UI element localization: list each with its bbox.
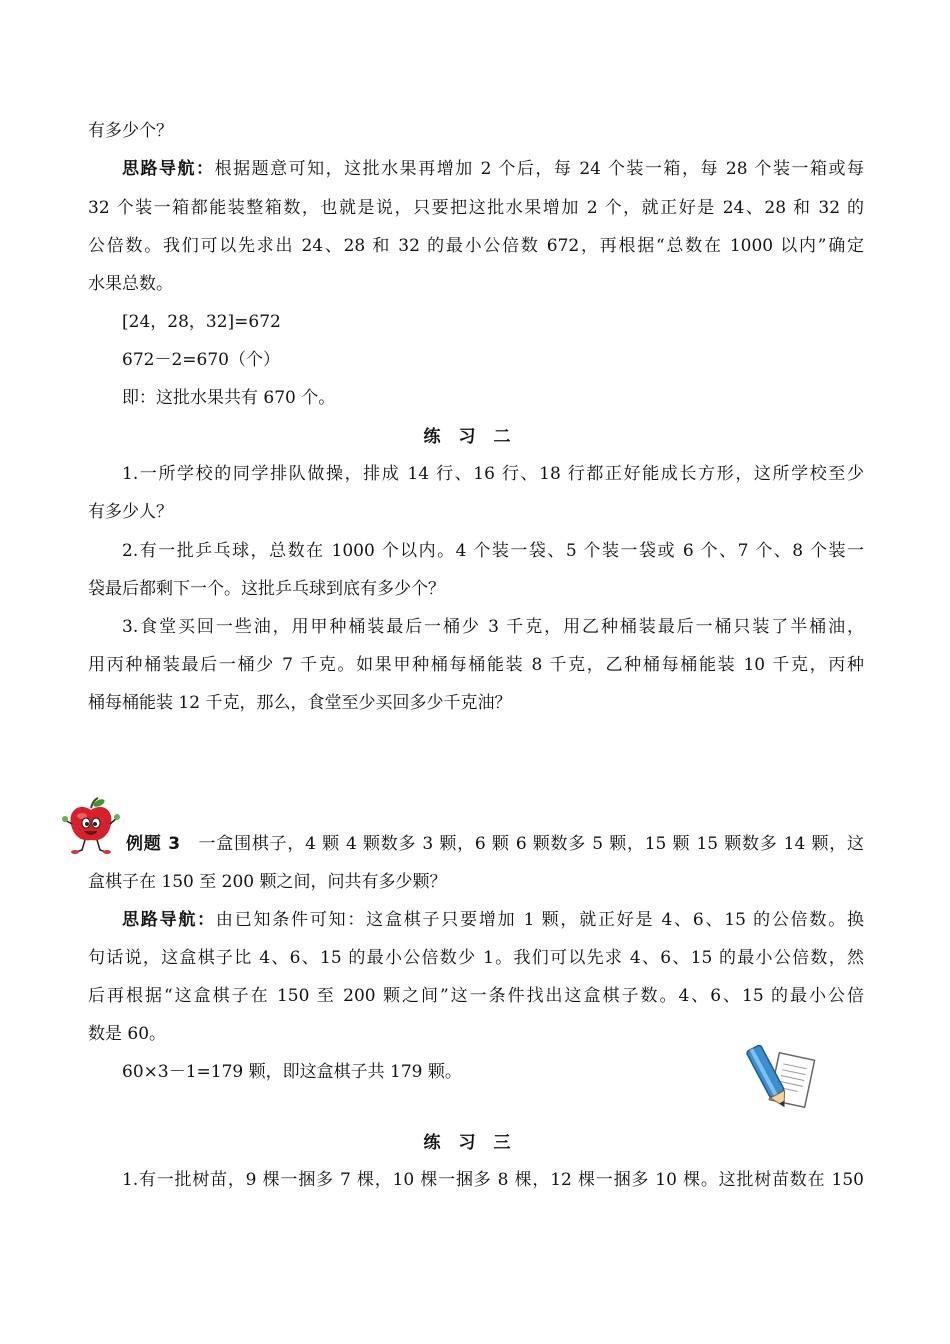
text-line: 32 个装一箱都能装整箱数，也就是说，只要把这批水果增加 2 个，就正好是 24、28 和 32 的 bbox=[88, 198, 864, 218]
text-line: 句话说，这盒棋子比 4、6、15 的最小公倍数少 1。我们可以先求 4、6、15 的最小公倍数，然 bbox=[88, 948, 864, 968]
example-line: 盒棋子在 150 至 200 颗之间，问共有多少颗？ bbox=[88, 872, 447, 892]
section-heading: 练习二 bbox=[423, 427, 529, 447]
pencil-notepad-icon bbox=[744, 1040, 820, 1116]
example-line: 例题 3 一盒围棋子，4 颗 4 颗数多 3 颗，6 颗 6 颗数多 5 颗，15 颗 15 颗数多 14 颗，这 bbox=[126, 834, 864, 854]
exercise-line: 用丙种桶装最后一桶少 7 千克。如果甲种桶每桶能装 8 千克，乙种桶每桶能装 10 千克，丙种 bbox=[88, 655, 864, 675]
formula-line: 672－2=670（个） bbox=[122, 350, 280, 370]
text-line: 数是 60。 bbox=[88, 1024, 167, 1044]
exercise-line: 1.一所学校的同学排队做操，排成 14 行、16 行、18 行都正好能成长方形，这所学校至少 bbox=[122, 464, 864, 484]
apple-mascot-icon bbox=[60, 794, 122, 856]
text-line: 有多少个？ bbox=[88, 121, 173, 141]
text-line: 公倍数。我们可以先求出 24、28 和 32 的最小公倍数 672，再根据“总数在 1000 以内”确定 bbox=[88, 236, 864, 256]
answer-line: 60×3－1=179 颗，即这盒棋子共 179 颗。 bbox=[122, 1062, 462, 1082]
exercise-line: 有多少人？ bbox=[88, 502, 173, 522]
exercise-line: 2.有一批乒乓球，总数在 1000 个以内。4 个装一袋、5 个装一袋或 6 个、7 个、8 个装一 bbox=[122, 541, 864, 561]
section-heading: 练习三 bbox=[423, 1133, 529, 1153]
exercise-line: 桶每桶能装 12 千克，那么，食堂至少买回多少千克油？ bbox=[88, 693, 512, 713]
exercise-line: 袋最后都剩下一个。这批乒乓球到底有多少个？ bbox=[88, 579, 445, 599]
formula-line: [24，28，32]=672 bbox=[122, 312, 281, 332]
exercise-line: 3.食堂买回一些油，用甲种桶装最后一桶少 3 千克，用乙种桶装最后一桶只装了半桶油， bbox=[122, 617, 864, 637]
text-line: 水果总数。 bbox=[88, 274, 173, 294]
text-line: 思路导航：由已知条件可知：这盒棋子只要增加 1 颗，就正好是 4、6、15 的公倍数。换 bbox=[122, 910, 864, 930]
answer-line: 即：这批水果共有 670 个。 bbox=[122, 388, 336, 408]
exercise-line: 1.有一批树苗，9 棵一捆多 7 棵，10 棵一捆多 8 棵，12 棵一捆多 10 棵。这批树苗数在 150 bbox=[122, 1170, 864, 1190]
text-line: 思路导航：根据题意可知，这批水果再增加 2 个后，每 24 个装一箱，每 28 个装一箱或每 bbox=[122, 159, 864, 179]
text-line: 后再根据“这盒棋子在 150 至 200 颗之间”这一条件找出这盒棋子数。4、6、15 的最小公倍 bbox=[88, 986, 864, 1006]
